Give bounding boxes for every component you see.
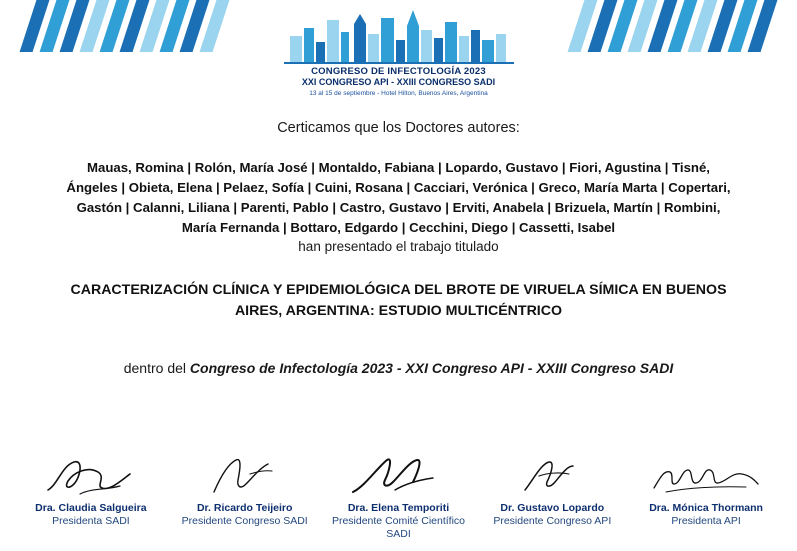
signature-role: Presidenta SADI [52, 515, 130, 527]
signature-name: Dra. Elena Temporiti [347, 502, 450, 514]
city-skyline-icon [284, 6, 514, 64]
within-line [48, 360, 749, 376]
presented-line: han presentado el trabajo titulado [298, 239, 499, 254]
certify-line: Certicamos que los Doctores autores: [277, 120, 520, 136]
signature-name: Dr. Ricardo Teijeiro [196, 502, 293, 514]
signature-role: Presidente Congreso SADI [181, 515, 308, 527]
signature-icon [322, 446, 476, 500]
signature-name: Dr. Gustavo Lopardo [500, 502, 605, 514]
signature-name: Dra. Claudia Salgueira [35, 502, 147, 514]
signature-block-3 [322, 446, 476, 541]
signature-name: Dra. Mónica Thormann [649, 502, 763, 514]
signature-role: Presidente Comité Científico SADI [331, 515, 466, 540]
signature-icon [475, 446, 629, 500]
decorative-stripes-left [28, 0, 221, 72]
signature-row [0, 446, 797, 541]
signature-block-2 [168, 446, 322, 541]
logo-meta: 13 al 15 de septiembre - Hotel Hilton, Buenos Aires, Argentina [309, 90, 488, 97]
signature-block-5 [629, 446, 783, 541]
signature-icon [629, 446, 783, 500]
authors-list: Mauas, Romina | Rolón, María José | Montaldo, Fabiana | Lopardo, Gustavo | Fiori, Agustina | Tisné, Ángeles | Obieta, Elena | Pelaez, Sofía | Cuini, Rosana | Cacciari, Verónica | Greco, María Marta | Copertari, Gastón | Calanni, Liliana | Parenti, Pablo | Castro, Gustavo | Erviti, Anabela | Brizuela, Martín | Rombini, María Fernanda | Bottaro, Edgardo | Cecchini, Diego | Cassetti, Isabel [66, 160, 731, 235]
signature-role: Presidenta API [671, 515, 741, 527]
signature-role: Presidente Congreso API [493, 515, 612, 527]
event-name: Congreso de Infectología 2023 - XXI Congreso API - XXIII Congreso SADI [189, 360, 674, 376]
signature-icon [168, 446, 322, 500]
within-prefix: dentro del [123, 360, 190, 376]
signature-block-4 [475, 446, 629, 541]
logo-title-line1: CONGRESO DE INFECTOLOGÍA 2023 [311, 66, 486, 77]
work-title: CARACTERIZACIÓN CLÍNICA Y EPIDEMIOLÓGICA DEL BROTE DE VIRUELA SÍMICA EN BUENOS AIRES, ARGENTINA: ESTUDIO MULTICÉNTRICO [70, 282, 727, 319]
signature-icon [14, 446, 168, 500]
certificate-body [0, 120, 797, 376]
signature-block-1 [14, 446, 168, 541]
decorative-stripes-right [576, 0, 769, 72]
congress-logo [274, 6, 524, 98]
logo-title-line2: XXI CONGRESO API - XXIII CONGRESO SADI [301, 77, 496, 87]
